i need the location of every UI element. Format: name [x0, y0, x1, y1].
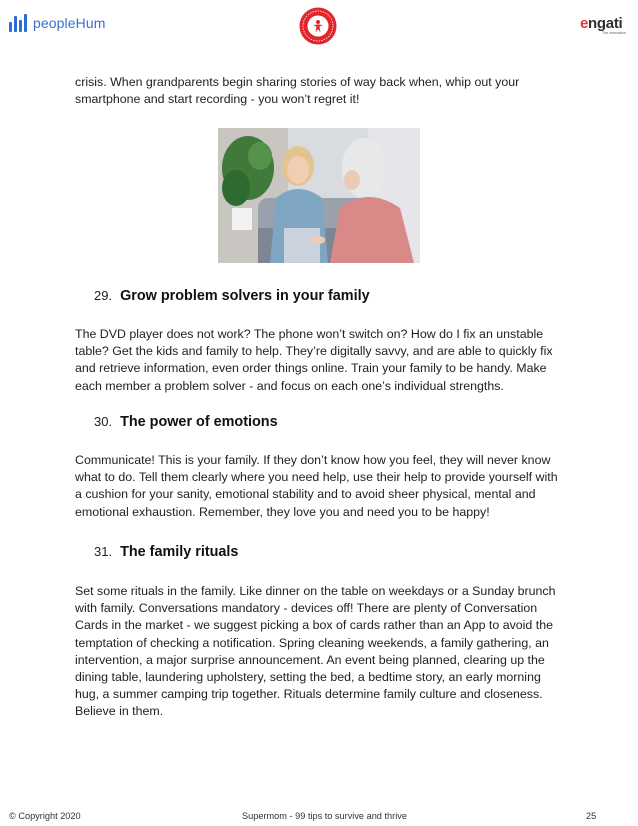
section-body-31: Set some rituals in the family. Like dinner on the table on weekdays or a Sunday brunch with family. Conversations mandatory - devices off! There are plenty of Conversation Cards in the market - we suggest picking a box of cards rather than an App to avoid the temptation of checking a notification. Spring cleaning weekends, a family gathering, an intervention, a major surprise announcement. An event being planned, clearing up the dining table, laundering upholstery, setting the bed, a bedtime story, an early morning hug, a summer camping trip together. Rituals determine family culture and closeness. Believe in them.: [75, 584, 556, 719]
section-body-30: Communicate! This is your family. If they don’t know how you feel, they will never know what to do. Tell them clearly where you need help, use their help to provide yourself with a cushion for your sanity, emotional stability and to avoid sheer physical, mental and emotional exhaustion. Remember, they love you and need you to be happy!: [75, 453, 558, 519]
section-title: The family rituals: [120, 544, 239, 560]
section-heading-30: [94, 414, 278, 430]
section-heading-31: [94, 544, 238, 560]
bar-chart-icon: [9, 14, 27, 32]
section-number: 31.: [94, 544, 113, 559]
footer-page-number: 25: [586, 811, 597, 821]
section-number: 29.: [94, 288, 113, 303]
photo-two-women-talking: [218, 128, 420, 263]
footer-copyright: © Copyright 2020: [9, 811, 81, 821]
engati-logo-word: engati: [580, 15, 623, 32]
footer-document-title: Supermom - 99 tips to survive and thrive: [242, 811, 407, 821]
engati-logo-tagline: The Innovation: [602, 31, 626, 35]
section-title: The power of emotions: [120, 414, 278, 430]
section-title: Grow problem solvers in your family: [120, 288, 370, 304]
section-number: 30.: [94, 414, 113, 429]
engati-logo: [580, 16, 638, 36]
peoplehum-logo: [9, 14, 106, 32]
section-heading-29: [94, 288, 370, 304]
section-body-29: The DVD player does not work? The phone won’t switch on? How do I fix an unstable table? Get the kids and family to help. They’re digitally savvy, and are able to quickly fix and retrieve information, even order things online. Train your family to be handy. Make each member a problem solver - and focus on each one’s individual strengths.: [75, 327, 553, 393]
peoplehum-logo-text: peopleHum: [33, 15, 106, 31]
award-badge-icon: [299, 7, 337, 45]
intro-paragraph: crisis. When grandparents begin sharing stories of way back when, whip out your smartphone and start recording - you won’t regret it!: [75, 75, 520, 107]
